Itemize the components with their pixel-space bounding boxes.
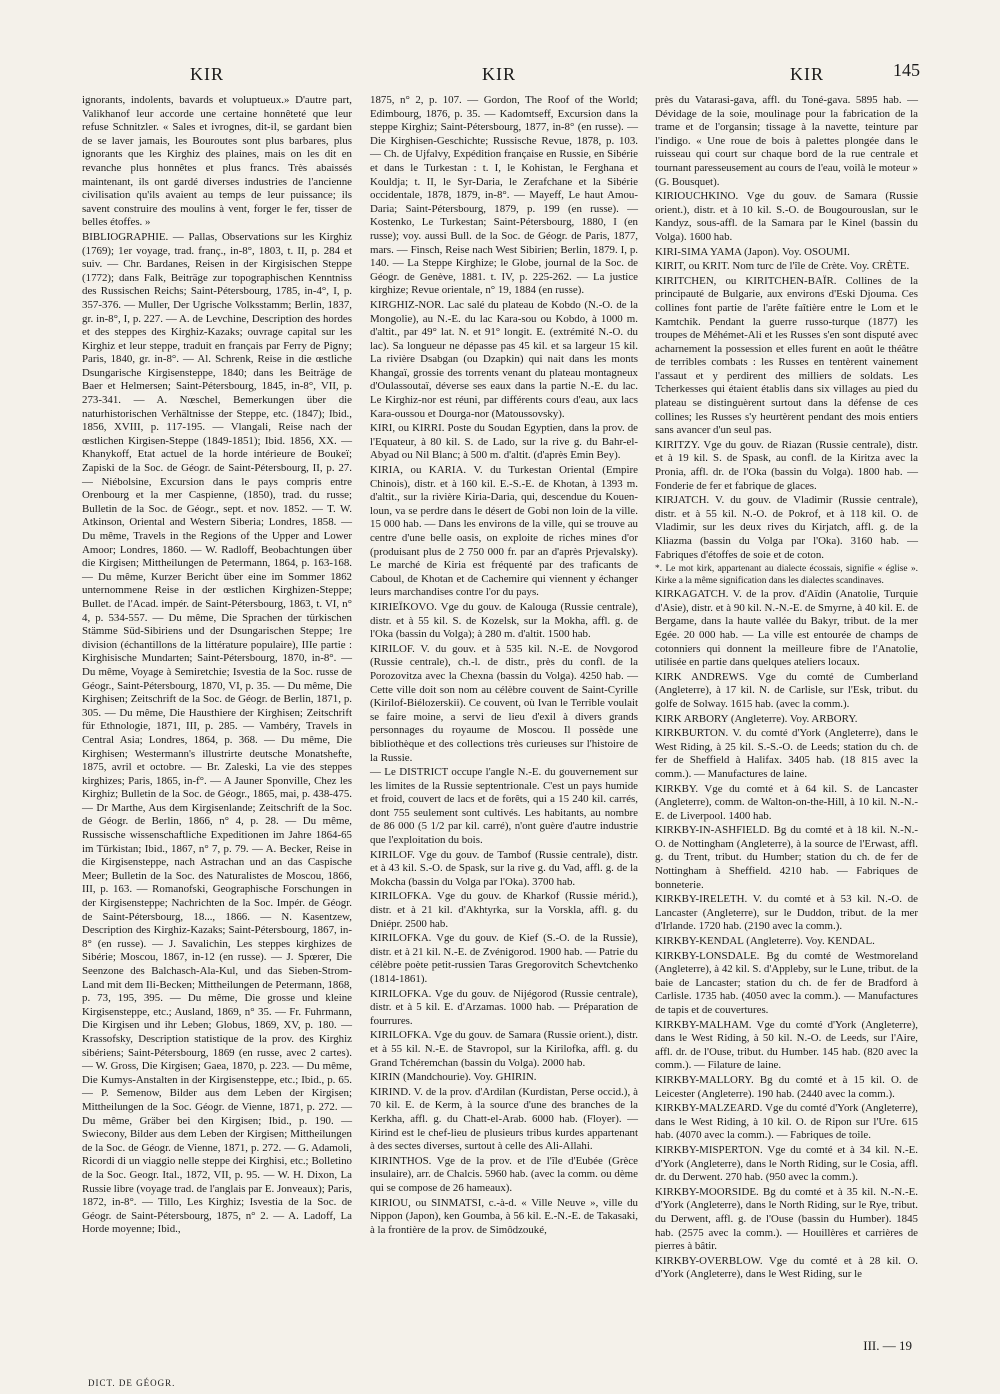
col2-para-15: KIRIOU, ou SINMATSI, c.-à-d. « Ville Neuve », ville du Nippon (Japon), ken Goumba, à 56 kil. E.-N.-E. de Takasaki, à la frontière de la prov. de Simôdzouké, xyxy=(370,1196,638,1236)
volume-signature: III. — 19 xyxy=(863,1338,912,1353)
col2-para-12: KIRIN (Mandchourie). Voy. GHIRIN. xyxy=(370,1071,537,1084)
column-right xyxy=(655,94,918,1283)
col3-para-22: KIRKBY-OVERBLOW. Vge du comté et à 28 kil. O. d'York (Angleterre), dans le West Riding, sur le xyxy=(655,1254,918,1281)
col3-para-3: KIRIT, ou KRIT. Nom turc de l'île de Crète. Voy. CRÈTE. xyxy=(655,260,910,273)
footnote-kirk: *. Le mot kirk, appartenant au dialecte écossais, signifie « église ». Kirke a la même signification dans les dialectes scandinaves. xyxy=(655,564,918,587)
running-head-right: KIR xyxy=(790,64,824,84)
col3-para-6: KIRJATCH. V. du gouv. de Vladimir (Russie centrale), distr. et à 55 kil. N.-O. de Pokrof, et à 118 kil. O. de Vladimir, sur les deux rives du Kirjatch, affl. g. de la Kliazma (bassin du Volga par l'Oka). 3160 hab. — Fabriques d'étoffes de soie et de coton. xyxy=(655,494,918,561)
column-left xyxy=(82,94,352,1238)
col3-para-21: KIRKBY-MOORSIDE. Bg du comté et à 35 kil. N.-N.-E. d'York (Angleterre), dans le North Riding, sur le Rye, tribut. du Derwent, affl. g. de l'Ouse (bassin du Humber). 1845 hab. (2575 avec la comm.). — Houillères et carrières de pierres à bâtir. xyxy=(655,1185,918,1253)
col2-para-10: KIRILOFKA. Vge du gouv. de Nijégorod (Russie centrale), distr. et à 5 kil. E. d'Arzamas. 1000 hab. — Préparation de fourrures. xyxy=(370,987,638,1027)
col2-para-11: KIRILOFKA. Vge du gouv. de Samara (Russie orient.), distr. et à 55 kil. N.-E. de Stavropol, sur la Kirilofka, affl. g. du Grand Tchéremchan (bassin du Volga). 2000 hab. xyxy=(370,1029,638,1069)
col3-para-19: KIRKBY-MALZEARD. Vge du comté d'York (Angleterre), dans le West Riding, à 10 kil. O. de Ripon sur l'Ure. 615 hab. (4070 avec la comm.). — Fabriques de toile. xyxy=(655,1102,918,1142)
page-number: 145 xyxy=(893,60,920,80)
col3-para-16: KIRKBY-LONSDALE. Bg du comté de Westmoreland (Angleterre), à 42 kil. S. d'Appleby, sur le Lune, tribut. de la baie de Lancaster; station du ch. de fer de Bradford à Carlisle. 1735 hab. (4050 avec la comm.). — Manufactures de tapis et de couvertures. xyxy=(655,949,918,1016)
col2-para-4: KIRIEÏKOVO. Vge du gouv. de Kalouga (Russie centrale), distr. et à 55 kil. S. de Kozelsk, sur la Mokha, affl. g. de l'Oka (bassin du Volga); à 280 m. d'altit. 1500 hab. xyxy=(370,600,638,641)
col3-para-11: KIRKBURTON. V. du comté d'York (Angleterre), dans le West Riding, à 25 kil. S.-S.-O. de Leeds; station du ch. de fer de Sheffield à Halifax. 3405 hab. (18 815 avec la comm.). — Manufactures de laine. xyxy=(655,727,918,780)
col3-para-18: KIRKBY-MALLORY. Bg du comté et à 15 kil. O. de Leicester (Angleterre). 190 hab. (2440 avec la comm.). xyxy=(655,1073,918,1100)
column-middle xyxy=(370,94,638,1238)
col1-para-0: ignorants, indolents, bavards et voluptueux.» D'autre part, Valikhanof leur accorde une certaine honnêteté que leur refuse Schnitzler. « Sales et ivrognes, dit-il, se gardant bien de se laver jamais, les Bouroutes sont plus barbares, plus ignorants que les Kirghiz des plaines, mais on les dit en revanche plus honnêtes et plus francs. Très abaissés maintenant, ils ont gardé diverses industries de l'ancienne civilisation qu'ils avaient au temps de leur puissance; ils savent construire des moulins à vent, forger le fer, tisser de belles étoffes. » xyxy=(82,94,352,229)
col2-para-8: KIRILOFKA. Vge du gouv. de Kharkof (Russie mérid.), distr. et à 21 kil. d'Akhtyrka, sur la Vorskla, affl. g. du Dniépr. 2500 hab. xyxy=(370,890,638,930)
col2-para-7: KIRILOF. Vge du gouv. de Tambof (Russie centrale), distr. et à 43 kil. S.-O. de Spask, sur la rive g. du Vad, affl. g. de la Mokcha (bassin du Volga par l'Oka). 3700 hab. xyxy=(370,848,638,888)
col3-para-10: KIRK ARBORY (Angleterre). Voy. ARBORY. xyxy=(655,712,858,725)
col3-para-12: KIRKBY. Vge du comté et à 64 kil. S. de Lancaster (Angleterre), comm. de Walton-on-the-Hill, à 10 kil. N.-N.-E. de Liverpool. 1400 hab. xyxy=(655,782,918,822)
col2-para-6: — Le DISTRICT occupe l'angle N.-E. du gouvernement sur les limites de la Russie septentrionale. C'est un pays humide et froid, couvert de lacs et de forêts, qui a 15 240 kil. carrés, dont 755 seulement sont cultivés. Les habitants, au nombre de 86 000 (5 1/2 par kil. carré), n'ont guère d'autre industrie que l'exploitation du bois. xyxy=(370,766,638,847)
col2-para-5: KIRILOF. V. du gouv. et à 535 kil. N.-E. de Novgorod (Russie centrale), ch.-l. de distr., près du confl. de la Porozovitza avec la Chexna (bassin du Volga). 4250 hab. — Cette ville doit son nom au célèbre couvent de Saint-Cyrille (Kirilof-Biélozerskii). Ce couvent, où Ivan le Terrible voulait se faire moine, a servi de lieu d'exil à divers grands personnages du royaume de Moscou. Il possède une bibliothèque et des collections très curieuses sur l'histoire de la Russie. xyxy=(370,642,638,764)
col3-para-0: près du Vatarasi-gava, affl. du Toné-gava. 5895 hab. — Dévidage de la soie, moulinage pour la fabrication de la trame et de l'organsin; tissage à la navette, teinture par l'indigo. « Une roue de bois à palettes plongée dans le ruisseau qui court sur chaque bord de la rue centrale et tournant paresseusement au cours de l'eau, voilà le moteur » (G. Bousquet). xyxy=(655,94,918,188)
col2-para-0: 1875, n° 2, p. 107. — Gordon, The Roof of the World; Edimbourg, 1876, p. 35. — Kadomtseff, Excursion dans la steppe Kirghiz; Saint-Pétersbourg, 1877, in-8° (en russe). — Die Kirghisen-Geschichte; Russische Revue, 1878, p. 103. — Ch. de Ujfalvy, Expédition française en Russie, en Sibérie et dans le Turkestan : t. I, le Kohistan, le Ferghana et Kouldja; t. II, le Syr-Daria, le Zerafchane et la Sibérie occidentale, 1878, 1879, in-8°. — Mayeff, Le haut Amou-Daria; Saint-Pétersbourg, 1879, p. 199 (en russe). — Kostenko, Le Turkestan; Saint-Pétersbourg, 1880, I (en russe); voy. aussi Bull. de la Soc. de Géogr. de Paris, 1877, mars. — Finsch, Reise nach West Sibirien; Berlin, 1879. I, p. 140. — La Steppe Kirghize; le Globe, journal de la Soc. de Géogr. de Genève, 1881. t. IV, p. 225-262. — La justice kirghize; Revue orientale, n° 19, 1884 (en russe). xyxy=(370,94,638,297)
col2-para-14: KIRINTHOS. Vge de la prov. et de l'île d'Eubée (Grèce insulaire), arr. de Chalcis. 5960 hab. (avec la comm. ou dème qui se compose de 26 hameaux). xyxy=(370,1154,638,1194)
col1-para-1: BIBLIOGRAPHIE. — Pallas, Observations sur les Kirghiz (1769); 1er voyage, trad. franç., in-8°, 1803, t. II, p. 284 et suiv. — Chr. Bardanes, Reisen in der Kirgisischen Steppe (1772); dans Falk, Beiträge zur topographischen Kenntniss des Russischen Reichs; Saint-Pétersbourg, 1785, in-4°, I, p. 357-376. — Muller, Der Ugrische Volksstamm; Berlin, 1837, gr. in-8°, I, p. 227. — A. de Levchine, Description des hordes et des steppes des Kirghiz-Kazaks; ouvrage capital sur les Kirghiz et leur steppe, traduit en français par Ferry de Pigny; Paris, 1840, gr. in-8°. — Al. Schrenk, Reise in die œstliche Dsungarische Kirgisensteppe, 1840; dans les Beiträge de Baer et Helmersen; Saint-Pétersbourg, 1845, in-8°, VII, p. 273-341. — A. Nœschel, Bemerkungen über die naturhistorischen Verhältnisse der Steppe, etc. (1847); Ibid., 1856, XVIII, p. 117-195. — Vlangali, Reise nach der œstlichen Kirgisen-Steppe (1849-1851); Ibid. 1856, XX. — Khanykoff, Etat actuel de la horde intérieure de Boukeï; Zapiski de la Soc. de Géogr. de Saint-Pétersbourg, II, p. 27. — Niébolsine, Excursion dans le pays compris entre Orenbourg et la mer Caspienne, (1850), trad. du russe; Bulletin de la Soc. de Géogr., sept. et nov. 1852. — T. W. Atkinson, Oriental and Western Siberia; Londres, 1858. — Du même, Travels in the Regions of the Upper and Lower Amoor; Londres, 1860. — W. Radloff, Beobachtungen über die Kirgisen; Mittheilungen de Petermann, 1864, p. 163-168. — Du même, Kurzer Bericht über eine im Sommer 1862 unternommene Reise in der œstlichen Kirghizen-Steppe; Bullet. de l'Acad. impér. de Saint-Pétersbourg, 1863, t. VI, n° 4, p. 534-557. — Du même, Die Sprachen der türkischen Stämme Süd-Sibiriens und der Dsungarischen Steppe; 1re division (échantillons de la littérature populaire), IIIe partie : Kirghisische Mundarten; Saint-Pétersbourg, 1870, in-8°. — Du même, Voyage à Semiretchie; Isvestia de la Soc. russe de Géogr., Saint-Pétersbourg, 1870, VI, p. 35. — Du même, Die Kirghisen; Zeitschrift de la Soc. de Géogr. de Berlin, 1871, p. 305. — Du même, Die Hausthiere der Kirghisen; Zeitschrift für Ethnologie, 1871, III, p. 285. — Vambéry, Travels in Central Asia; Londres, 1864, p. 368. — Du même, Die Kirghisen; Westermann's illustrirte deutsche Monatshefte, 1875, avril et octobre. — Br. Zaleski, La vie des steppes kirghizes; Paris, 1865, in-f°. — A Jauner Sponville, Chez les Kirghiz; Bulletin de la Soc. de Géogr., 1865, mai, p. 438-475. — Dr Marthe, Aus dem Kirgisenlande; Zeitschrift de la Soc. de Géogr. de Berlin, 1866, n° 4, p. 28. — Du même, Russische wissenschaftliche Expeditionen im Jahre 1864-65 im Türkistan; Ibid., 1867, n° 7, p. 79. — A. Becker, Reise in die Kirgisensteppe, nach Astrachan und an das Caspische Meer; Bulletin de la Soc. des Naturalistes de Moscou, 1866, III, p. 163. — Romanofski, Geographische Forschungen in der Kirgisensteppe; Nachrichten de la Soc. Impér. de Géogr. de Saint-Pétersbourg, 18..., 1866. — N. Kasentzew, Description des Kirghiz-Kazaks; Saint-Pétersbourg, 1867, in-8° (en russe). — J. Savalichin, Les steppes kirghizes de Sibérie; Moscou, 1867, in-12 (en russe). — J. Spœrer, Die Seenzone des Balchasch-Ala-Kul, und das Sieben-Strom-Land mit dem Ili-Becken; Mittheilungen de Petermann, 1868, p. 73, 195, 395. — Du même, Die grosse und kleine Kirgisensteppe, etc.; Ausland, 1869, n° 35. — Fr. Fuhrmann, Die Kirgisen und ihr Leben; Globus, 1869, XV, p. 180. — Krassofsky, Description statistique de la prov. des Kirghiz sibériens; Saint-Pétersbourg, 1869 (en russe, avec 2 cartes). — W. Gross, Die Kirgisen; Gaea, 1870, p. 223. — Du même, Die Kumys-Anstalten in der Kirgisensteppe, etc.; Ibid., p. 65. — P. Semenow, Bilder aus dem Leben der Kirgisen; Mittheilungen de la Soc. Géogr. de Vienne, 1871, p. 272. — Du même, Gräber bei den Kirgisen; Ibid., p. 190. — Swiecony, Bilder aus dem Leben der Kirgisen; Mittheilungen de la Soc. de Géogr. de Vienne, 1871, p. 272. — G. Adamoli, Ricordi di un viaggio nelle steppe dei Kirghisi, etc.; Bolletino de la Soc. Geogr. Ital., 1872, VII, p. 95. — W. H. Dixon, La Russie libre (voyage trad. de l'anglais par E. Jonveaux); Paris, 1872, in-8°. — Tillo, Les Kirghiz; Isvestia de la Soc. de Géogr. de Saint-Pétersbourg, 1875, n° 2. — A. Ladoff, La Horde moyenne; Ibid., xyxy=(82,230,352,1236)
col3-para-17: KIRKBY-MALHAM. Vge du comté d'York (Angleterre), dans le West Riding, à 50 kil. N.-O. de Leeds, sur l'Aire, affl. dr. de l'Ouse, tribut. du Humber. 145 hab. (820 avec la comm.). — Filature de laine. xyxy=(655,1018,918,1072)
col2-para-9: KIRILOFKA. Vge du gouv. de Kief (S.-O. de la Russie), distr. et à 21 kil. N.-E. de Zvénigorod. 1900 hab. — Patrie du célèbre poète petit-russien Taras Gregorovitch Schevtchenko (1814-1861). xyxy=(370,932,638,985)
col3-para-15: KIRKBY-KENDAL (Angleterre). Voy. KENDAL. xyxy=(655,935,875,948)
running-head-left: KIR xyxy=(190,64,224,84)
col3-para-9: KIRK ANDREWS. Vge du comté de Cumberland (Angleterre), à 17 kil. N. de Carlisle, sur l'Esk, tribut. du golfe de Solway. 1615 hab. (avec la comm.). xyxy=(655,670,918,710)
col2-para-1: KIRGHIZ-NOR. Lac salé du plateau de Kobdo (N.-O. de la Mongolie), au N.-E. du lac Kara-sou ou Kobdo, à 1000 m. d'altit., par 49° lat. N. et 91° longit. E. (extrémité N.-O. du lac). Sa longueur ne dépasse pas 45 kil. et sa largeur 15 kil. La rivière Dsabgan (ou Dzapkin) qui nait dans les monts Khangaï, grossie des torrents venant du plateau montagneux d'Oulassoutaï, déverse ses eaux dans la partie N.-E. du lac. Le Kirghiz-nor est réuni, par différents cours d'eau, aux lacs Kara-oussou et Dourga-nor (Matoussovsky). xyxy=(370,298,638,420)
col3-para-5: KIRITZY. Vge du gouv. de Riazan (Russie centrale), distr. et à 19 kil. S. de Spask, au confl. de la Kiritza avec la Pronia, affl. dr. de l'Oka (bassin du Volga). 1800 hab. — Fonderie de fer et fabrique de glaces. xyxy=(655,438,918,492)
col2-para-3: KIRIA, ou KARIA. V. du Turkestan Oriental (Empire Chinois), distr. et à 160 kil. E.-S.-E. de Khotan, à 1393 m. d'altit., sur la rivière Kiria-Daria, qui, descendue du Kouen-loun, va se perdre dans le désert de Gobi non loin de la ville. 15 000 hab. — Dans les environs de la ville, qui se trouve au centre d'une belle oasis, on exploite de riches mines d'or (produisant plus de 2 750 000 fr. par an d'après Prjevalsky). Le marché de Kiria est fréquenté par des traficants de Caboul, de Khotan et de Cachemire qui viennent y échanger leurs marchandises contre l'or du pays. xyxy=(370,464,638,599)
col3-para-1: KIRIOUCHKINO. Vge du gouv. de Samara (Russie orient.), distr. et à 10 kil. S.-O. de Bougourouslan, sur le Kandyz, sous-affl. de la Samara par le Kinel (bassin du Volga). 1600 hab. xyxy=(655,190,918,243)
running-head-center: KIR xyxy=(482,64,516,84)
col3-para-8: KIRKAGATCH. V. de la prov. d'Aïdin (Anatolie, Turquie d'Asie), distr. et à 90 kil. N.-N.-E. de Smyrne, à 40 kil. E. de Bergame, dans la haute vallée du Bakyr, tribut. de la mer Egée. 20 000 hab. — La ville est entourée de champs de cotonniers qui donnent la meilleure fibre de l'Anatolie, utilisée en partie dans quelques ateliers locaux. xyxy=(655,588,918,669)
col2-para-2: KIRI, ou KIRRI. Poste du Soudan Egyptien, dans la prov. de l'Equateur, à 80 kil. S. de Lado, sur la rive g. du Bahr-el-Abyad ou Nil Blanc; à 500 m. d'altit. (d'après Emin Bey). xyxy=(370,422,638,462)
col3-para-20: KIRKBY-MISPERTON. Vge du comté et à 34 kil. N.-E. d'York (Angleterre), dans le North Riding, sur le Cosia, affl. dr. du Derwent. 270 hab. (950 avec la comm.). xyxy=(655,1143,918,1184)
col2-para-13: KIRIND. V. de la prov. d'Ardilan (Kurdistan, Perse occid.), à 70 kil. E. de Kerm, à la source d'une des branches de la Kerkha, affl. g. du Chatt-el-Arab. 6000 hab. (Floyer). — Kirind est le chef-lieu de plusieurs tribus kurdes appartenant à des sectes diverses, surtout à celle des Ali-Allahi. xyxy=(370,1085,638,1153)
col3-para-14: KIRKBY-IRELETH. V. du comté et à 53 kil. N.-O. de Lancaster (Angleterre), sur le Duddon, tribut. de la mer d'Irlande. 1720 hab. (2190 avec la comm.). xyxy=(655,893,918,933)
col3-para-2: KIRI-SIMA YAMA (Japon). Voy. OSOUMI. xyxy=(655,245,850,258)
footer-label: DICT. DE GÉOGR. xyxy=(88,1378,176,1388)
col3-para-13: KIRKBY-IN-ASHFIELD. Bg du comté et à 18 kil. N.-N.-O. de Nottingham (Angleterre), à la source de l'Erwast, affl. g. du Trent, tribut. du Humber; station du ch. de fer de Nottingham à Sheffield. 4210 hab. — Fabriques de bonneterie. xyxy=(655,824,918,891)
col3-para-4: KIRITCHEN, ou KIRITCHEN-BAÏR. Collines de la principauté de Bulgarie, aux environs d'Eski Djouma. Ces collines font partie de l'arête faîtière entre le Lom et le Kamtchik. Pendant la guerre russo-turque (1877) les troupes de Méhémet-Ali et les Russes s'en sont disputé avec acharnement la possession et elles furent en août le théâtre de terribles combats : les Russes en tentèrent vainement l'assaut et y perdirent des milliers de soldats. Les Tcherkesses qui étaient établis dans six villages au pied du plateau se distinguèrent surtout dans la défense de ces collines; les Russes s'y heurtèrent pendant des mois entiers sans avancer d'un seul pas. xyxy=(655,274,918,437)
